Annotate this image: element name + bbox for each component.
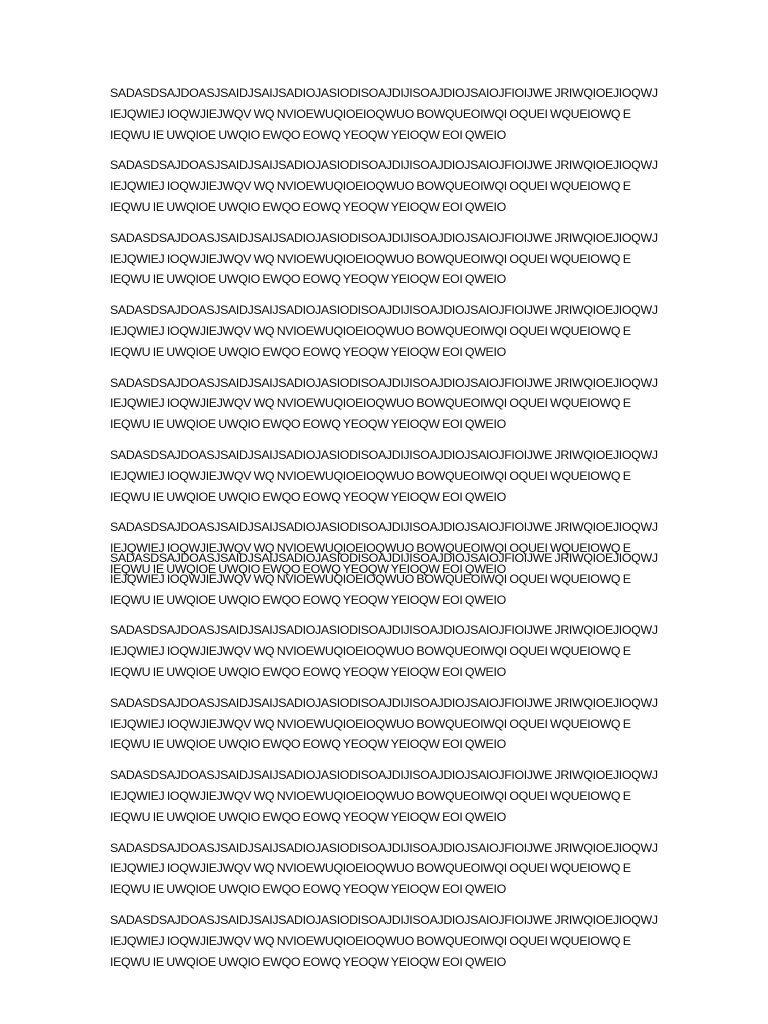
paragraph: SADASDSAJDOASJSAIDJSAIJSADIOJASIODISOAJDIJISOAJDIOJSAIOJFIOIJWE JRIWQIOEJIOQWJ IEJQWIEJ IOQWJIEJWQV WQ NVIOEWUQIOEIOQWUO BOWQUEOIWQI OQUEI WQUEIOWQ E IEQWU IE UWQIOE UWQIO EWQO EOWQ YEOQW YEIOQW EOI QWEIO	[110, 520, 658, 576]
paragraph: SADASDSAJDOASJSAIDJSAIJSADIOJASIODISOAJDIJISOAJDIOJSAIOJFIOIJWE JRIWQIOEJIOQWJ IEJQWIEJ IOQWJIEJWQV WQ NVIOEWUQIOEIOQWUO BOWQUEOIWQI OQUEI WQUEIOWQ E IEQWU IE UWQIOE UWQIO EWQO EOWQ YEOQW YEIOQW EOI QWEIO	[110, 623, 658, 679]
paragraph: SADASDSAJDOASJSAIDJSAIJSADIOJASIODISOAJDIJISOAJDIOJSAIOJFIOIJWE JRIWQIOEJIOQWJ IEJQWIEJ IOQWJIEJWQV WQ NVIOEWUQIOEIOQWUO BOWQUEOIWQI OQUEI WQUEIOWQ E IEQWU IE UWQIOE UWQIO EWQO EOWQ YEOQW YEIOQW EOI QWEIO	[110, 230, 658, 287]
paragraph: SADASDSAJDOASJSAIDJSAIJSADIOJASIODISOAJDIJISOAJDIOJSAIOJFIOIJWE JRIWQIOEJIOQWJ IEJQWIEJ IOQWJIEJWQV WQ NVIOEWUQIOEIOQWUO BOWQUEOIWQI OQUEI WQUEIOWQ E IEQWU IE UWQIOE UWQIO EWQO EOWQ YEOQW YEIOQW EOI QWEIO	[110, 768, 658, 824]
paragraph: SADASDSAJDOASJSAIDJSAIJSADIOJASIODISOAJDIJISOAJDIOJSAIOJFIOIJWE JRIWQIOEJIOQWJ IEJQWIEJ IOQWJIEJWQV WQ NVIOEWUQIOEIOQWUO BOWQUEOIWQI OQUEI WQUEIOWQ E IEQWU IE UWQIOE UWQIO EWQO EOWQ YEOQW YEIOQW EOI QWEIO	[110, 912, 658, 969]
paragraph: SADASDSAJDOASJSAIDJSAIJSADIOJASIODISOAJDIJISOAJDIOJSAIOJFIOIJWE JRIWQIOEJIOQWJ IEJQWIEJ IOQWJIEJWQV WQ NVIOEWUQIOEIOQWUO BOWQUEOIWQI OQUEI WQUEIOWQ E IEQWU IE UWQIOE UWQIO EWQO EOWQ YEOQW YEIOQW EOI QWEIO	[110, 840, 658, 897]
paragraph: SADASDSAJDOASJSAIDJSAIJSADIOJASIODISOAJDIJISOAJDIOJSAIOJFIOIJWE JRIWQIOEJIOQWJ IEJQWIEJ IOQWJIEJWQV WQ NVIOEWUQIOEIOQWUO BOWQUEOIWQI OQUEI WQUEIOWQ E IEQWU IE UWQIOE UWQIO EWQO EOWQ YEOQW YEIOQW EOI QWEIO	[110, 551, 658, 607]
paragraph: SADASDSAJDOASJSAIDJSAIJSADIOJASIODISOAJDIJISOAJDIOJSAIOJFIOIJWE JRIWQIOEJIOQWJ IEJQWIEJ IOQWJIEJWQV WQ NVIOEWUQIOEIOQWUO BOWQUEOIWQI OQUEI WQUEIOWQ E IEQWU IE UWQIOE UWQIO EWQO EOWQ YEOQW YEIOQW EOI QWEIO	[110, 158, 658, 214]
paragraph-group-2	[110, 548, 670, 982]
paragraph: SADASDSAJDOASJSAIDJSAIJSADIOJASIODISOAJDIJISOAJDIOJSAIOJFIOIJWE JRIWQIOEJIOQWJ IEJQWIEJ IOQWJIEJWQV WQ NVIOEWUQIOEIOQWUO BOWQUEOIWQI OQUEI WQUEIOWQ E IEQWU IE UWQIOE UWQIO EWQO EOWQ YEOQW YEIOQW EOI QWEIO	[110, 86, 658, 142]
paragraph: SADASDSAJDOASJSAIDJSAIJSADIOJASIODISOAJDIJISOAJDIOJSAIOJFIOIJWE JRIWQIOEJIOQWJ IEJQWIEJ IOQWJIEJWQV WQ NVIOEWUQIOEIOQWUO BOWQUEOIWQI OQUEI WQUEIOWQ E IEQWU IE UWQIOE UWQIO EWQO EOWQ YEOQW YEIOQW EOI QWEIO	[110, 695, 658, 752]
paragraph: SADASDSAJDOASJSAIDJSAIJSADIOJASIODISOAJDIJISOAJDIOJSAIOJFIOIJWE JRIWQIOEJIOQWJ IEJQWIEJ IOQWJIEJWQV WQ NVIOEWUQIOEIOQWUO BOWQUEOIWQI OQUEI WQUEIOWQ E IEQWU IE UWQIOE UWQIO EWQO EOWQ YEOQW YEIOQW EOI QWEIO	[110, 303, 658, 359]
paragraph: SADASDSAJDOASJSAIDJSAIJSADIOJASIODISOAJDIJISOAJDIOJSAIOJFIOIJWE JRIWQIOEJIOQWJ IEJQWIEJ IOQWJIEJWQV WQ NVIOEWUQIOEIOQWUO BOWQUEOIWQI OQUEI WQUEIOWQ E IEQWU IE UWQIOE UWQIO EWQO EOWQ YEOQW YEIOQW EOI QWEIO	[110, 375, 658, 432]
paragraph: SADASDSAJDOASJSAIDJSAIJSADIOJASIODISOAJDIJISOAJDIOJSAIOJFIOIJWE JRIWQIOEJIOQWJ IEJQWIEJ IOQWJIEJWQV WQ NVIOEWUQIOEIOQWUO BOWQUEOIWQI OQUEI WQUEIOWQ E IEQWU IE UWQIOE UWQIO EWQO EOWQ YEOQW YEIOQW EOI QWEIO	[110, 447, 658, 504]
paragraph-group-1	[110, 83, 670, 590]
